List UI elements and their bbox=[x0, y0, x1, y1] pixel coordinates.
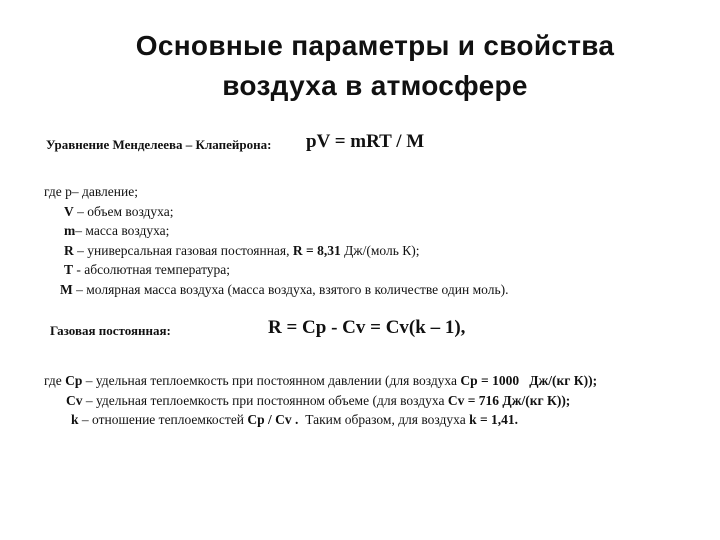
definitions-block-1 bbox=[44, 182, 508, 299]
def-cp-unit: Дж/(кг К)); bbox=[529, 373, 598, 388]
def-intro: где bbox=[44, 184, 62, 199]
gas-constant-label: Газовая постоянная: bbox=[50, 323, 171, 338]
def-cv-value: Cv = 716 bbox=[447, 392, 500, 408]
mendeleev-label: Уравнение Менделеева – Клапейрона: bbox=[46, 137, 272, 152]
def-cv-unit: Дж/(кг К)); bbox=[502, 392, 571, 408]
def-V bbox=[44, 202, 508, 222]
def-M-symbol: M bbox=[60, 281, 73, 297]
def-V-text: – объем воздуха; bbox=[77, 203, 174, 219]
def-R-unit: Дж/(моль К); bbox=[344, 242, 420, 258]
def-M bbox=[44, 280, 508, 300]
def-V-symbol: V bbox=[64, 203, 74, 219]
def-R bbox=[44, 241, 508, 261]
def2-intro: где bbox=[44, 373, 62, 388]
def-k-value: k = 1,41. bbox=[469, 412, 519, 427]
def-k bbox=[44, 410, 597, 430]
def-R-text: – универсальная газовая постоянная, bbox=[77, 242, 290, 258]
def-cp-value: Cp = 1000 bbox=[460, 373, 520, 388]
def-m-text: – масса воздуха; bbox=[75, 223, 170, 238]
title-line-1: Основные параметры и свойства bbox=[135, 30, 615, 61]
def-T-text: - абсолютная температура; bbox=[76, 262, 231, 277]
def-cv bbox=[44, 391, 597, 411]
def-cp-symbol: Cp bbox=[65, 373, 83, 388]
def-p-text: – давление; bbox=[71, 184, 138, 199]
def-k-symbol: k bbox=[71, 412, 79, 427]
def-R-value: R = 8,31 bbox=[292, 242, 341, 258]
def-k-text2: Таким образом, для воздуха bbox=[305, 412, 466, 427]
title-line-2: воздуха в атмосфере bbox=[222, 70, 528, 101]
def-k-text: – отношение теплоемкостей bbox=[81, 412, 245, 427]
def-cp bbox=[44, 371, 597, 391]
def-k-ratio: Cp / Cv . bbox=[247, 412, 299, 427]
mendeleev-formula: pV = mRT / M bbox=[306, 131, 425, 152]
page-title bbox=[0, 26, 720, 106]
def-cv-text: – удельная теплоемкость при постоянном объеме (для воздуха bbox=[85, 392, 445, 408]
def-m-symbol: m bbox=[64, 223, 76, 238]
def-cp-text: – удельная теплоемкость при постоянном давлении (для воздуха bbox=[85, 373, 457, 388]
def-p-symbol: p bbox=[65, 184, 72, 199]
def-T-symbol: T bbox=[64, 262, 74, 277]
def-M-text: – молярная масса воздуха (масса воздуха, взятого в количестве один моль). bbox=[76, 281, 509, 297]
definitions-block-2 bbox=[44, 371, 597, 430]
def-m bbox=[44, 221, 508, 241]
def-p bbox=[44, 182, 508, 202]
gas-constant-formula: R = Cp - Cv = Cv(k – 1), bbox=[268, 317, 466, 338]
def-R-symbol: R bbox=[64, 242, 74, 258]
def-cv-symbol: Cv bbox=[66, 392, 83, 408]
def-T bbox=[44, 260, 508, 280]
